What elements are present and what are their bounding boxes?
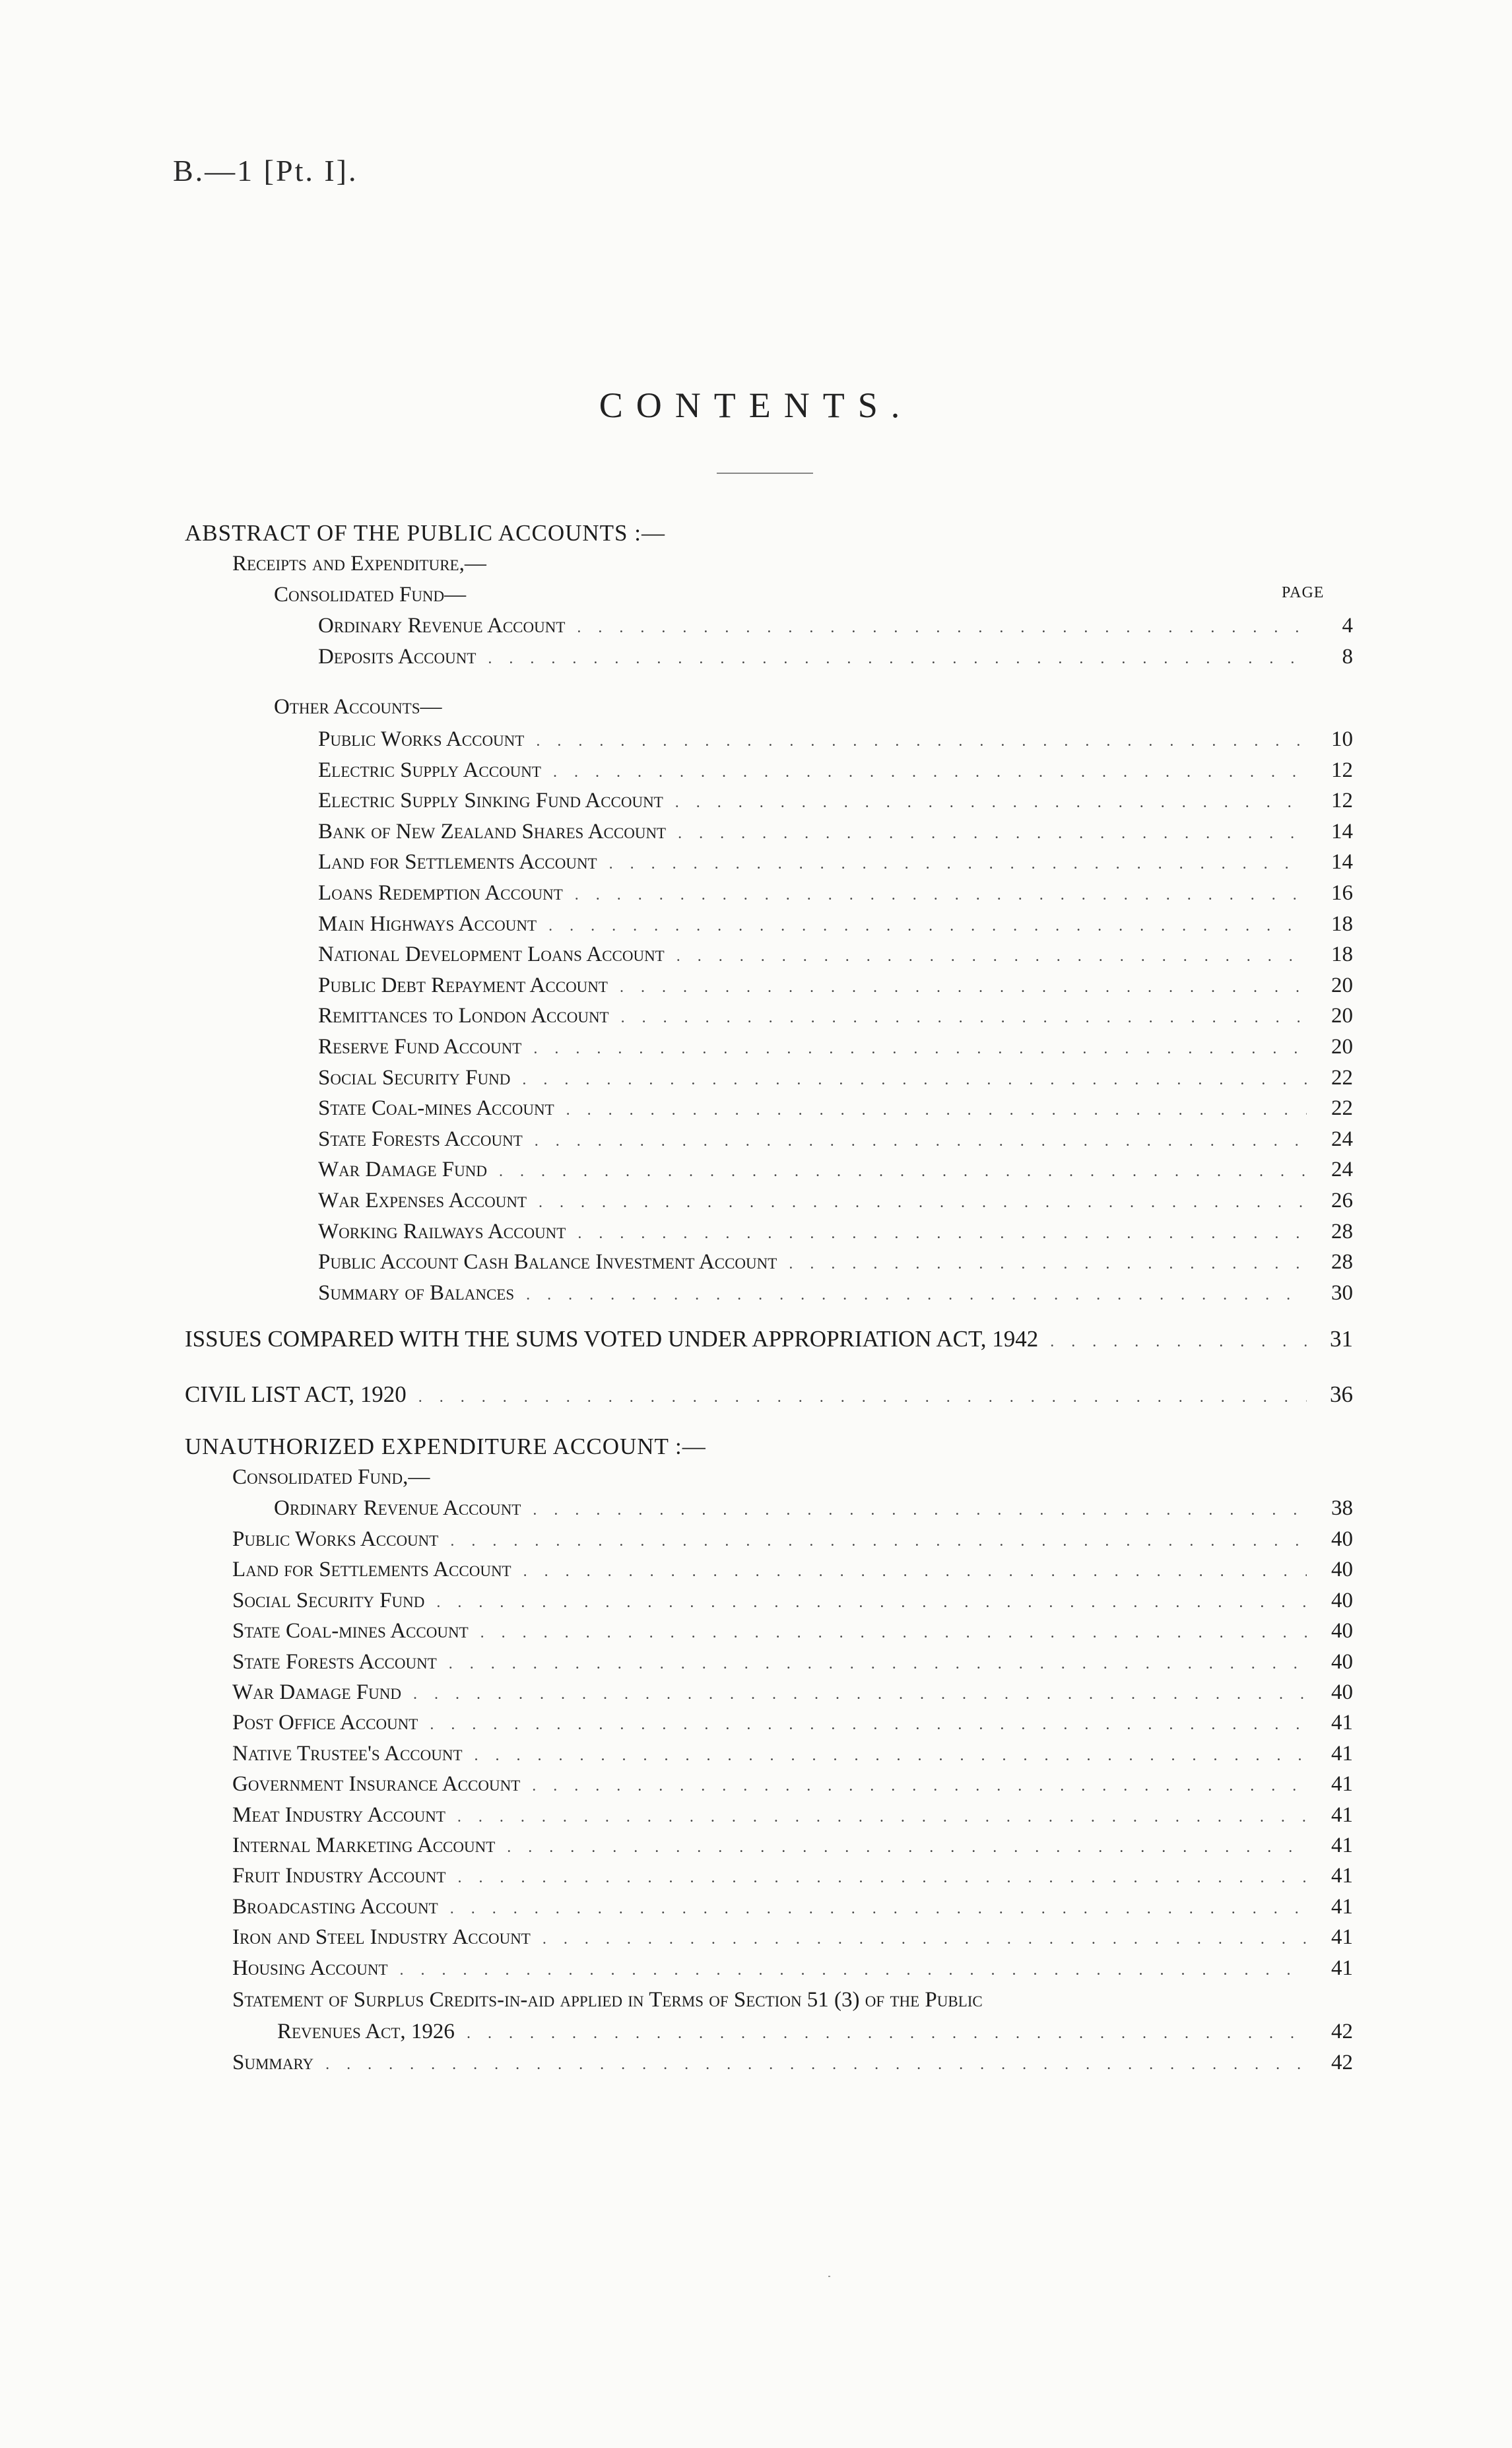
toc-entry-page: 41 (1331, 1864, 1353, 1888)
consolidated-fund-heading: Consolidated Fund— (274, 583, 467, 607)
toc-entry-page: 28 (1331, 1250, 1353, 1274)
dot-leader (1050, 1333, 1307, 1351)
toc-entry-label: National Development Loans Account (318, 943, 665, 967)
toc-entry (318, 1004, 1353, 1028)
toc-entry-label: Housing Account (232, 1956, 388, 1980)
toc-entry (318, 645, 1353, 669)
title-rule (717, 473, 813, 474)
toc-entry-page: 40 (1331, 1680, 1353, 1704)
dot-leader (548, 917, 1307, 935)
toc-entry (232, 1558, 1353, 1582)
toc-entry-label: Iron and Steel Industry Account (232, 1925, 531, 1950)
toc-entry-page: 20 (1331, 1004, 1353, 1028)
toc-entry-label: Working Railways Account (318, 1219, 566, 1243)
toc-entry (232, 1711, 1353, 1735)
toc-entry-page: 40 (1331, 1558, 1353, 1582)
toc-entry-label: Ordinary Revenue Account (274, 1496, 521, 1520)
toc-entry-page: 18 (1331, 911, 1353, 936)
toc-entry-label: Public Works Account (232, 1527, 439, 1551)
toc-entry (318, 1189, 1353, 1213)
toc-entry (232, 1895, 1353, 1919)
toc-entry-label: Ordinary Revenue Account (318, 614, 566, 638)
toc-entry-ordinary-revenue (274, 1496, 1353, 1521)
dot-leader (475, 1747, 1307, 1765)
toc-entry-page: 41 (1331, 1956, 1353, 1980)
toc-entry-label: CIVIL LIST ACT, 1920 (185, 1381, 407, 1407)
toc-entry (318, 1158, 1353, 1182)
dot-leader (789, 1255, 1307, 1273)
toc-entry-page: 14 (1331, 819, 1353, 844)
dot-leader (457, 1869, 1307, 1887)
dot-leader (575, 886, 1307, 904)
dot-leader (675, 794, 1307, 812)
toc-entry (232, 1956, 1353, 1981)
toc-entry-page: 12 (1331, 758, 1353, 782)
toc-entry-page: 41 (1331, 1925, 1353, 1950)
dot-leader (533, 1502, 1307, 1519)
toc-entry-page: 24 (1331, 1127, 1353, 1151)
toc-entry-page: 41 (1331, 1741, 1353, 1766)
other-accounts-heading: Other Accounts— (274, 695, 442, 719)
page-title: CONTENTS. (599, 385, 913, 425)
toc-entry-label: Main Highways Account (318, 911, 537, 936)
toc-entry-page: 18 (1331, 943, 1353, 967)
toc-entry (318, 1220, 1353, 1244)
toc-entry-page: 31 (1330, 1326, 1353, 1352)
toc-entry-civil-list (185, 1381, 1353, 1408)
toc-entry (318, 1127, 1353, 1152)
dot-leader (467, 2025, 1307, 2043)
toc-entry-page: 30 (1331, 1280, 1353, 1305)
dot-leader (533, 1040, 1307, 1058)
toc-entry (232, 1925, 1353, 1950)
toc-entry-page: 12 (1331, 789, 1353, 813)
toc-entry-page: 16 (1331, 881, 1353, 905)
dot-leader (325, 2056, 1307, 2074)
dot-leader (535, 1133, 1307, 1150)
toc-entry-label: Deposits Account (318, 645, 477, 669)
toc-entry-label: Internal Marketing Account (232, 1834, 496, 1857)
toc-entry (318, 1096, 1353, 1121)
toc-entry-label: War Expenses Account (318, 1189, 527, 1212)
toc-entry (232, 1864, 1353, 1888)
toc-entry-label: State Forests Account (318, 1127, 523, 1151)
dot-leader (418, 1389, 1307, 1406)
toc-entry-page: 22 (1331, 1096, 1353, 1121)
toc-entry (232, 1619, 1353, 1643)
dot-leader (536, 733, 1307, 750)
toc-entry-label: Remittances to London Account (318, 1004, 609, 1028)
toc-entry (232, 1527, 1353, 1552)
dot-leader (577, 619, 1307, 637)
toc-entry (232, 1803, 1353, 1828)
toc-entry-label: Reserve Fund Account (318, 1035, 522, 1059)
toc-entry-page: 42 (1331, 2020, 1353, 2043)
document-reference: B.—1 [Pt. I]. (173, 154, 358, 187)
dot-leader (539, 1194, 1307, 1212)
dot-leader (609, 855, 1307, 873)
toc-entry-page: 10 (1331, 727, 1353, 751)
toc-entry-page: 26 (1331, 1189, 1353, 1212)
toc-entry-label: Electric Supply Sinking Fund Account (318, 789, 663, 813)
toc-entry (232, 1742, 1353, 1766)
toc-entry (318, 758, 1353, 783)
toc-entry-page: 4 (1342, 614, 1353, 638)
toc-entry (232, 1589, 1353, 1613)
toc-entry-page: 41 (1331, 1803, 1353, 1827)
statement-line-1: Statement of Surplus Credits-in-aid applied in Terms of Section 51 (3) of the Public (232, 1988, 983, 2012)
toc-entry-label: ISSUES COMPARED WITH THE SUMS VOTED UNDER APPROPRIATION ACT, 1942 (185, 1326, 1039, 1352)
toc-entry-label: Government Insurance Account (232, 1772, 521, 1797)
toc-entry-label: Social Security Fund (232, 1588, 425, 1612)
toc-entry-label: Social Security Fund (318, 1065, 511, 1090)
toc-entry-label: Public Account Cash Balance Investment Account (318, 1250, 777, 1274)
toc-entry-page: 41 (1331, 1894, 1353, 1919)
toc-entry-page: 28 (1331, 1219, 1353, 1243)
dot-leader (430, 1716, 1307, 1734)
toc-entry-issues (185, 1326, 1353, 1352)
unauthorized-consolidated-heading: Consolidated Fund,— (232, 1465, 430, 1489)
dot-leader (507, 1839, 1307, 1857)
receipts-heading: Receipts and Expenditure,— (232, 552, 486, 576)
toc-entry (318, 881, 1353, 906)
dot-leader (413, 1686, 1307, 1704)
toc-entry-page: 42 (1331, 2051, 1353, 2074)
toc-entry (318, 820, 1353, 844)
toc-entry-label: Revenues Act, 1926 (277, 2020, 455, 2043)
toc-entry-page: 41 (1331, 1711, 1353, 1735)
toc-entry-label: War Damage Fund (232, 1680, 401, 1704)
dot-leader (499, 1163, 1307, 1181)
toc-entry (318, 1035, 1353, 1059)
toc-entry-page: 40 (1331, 1588, 1353, 1612)
toc-entry (318, 974, 1353, 998)
dot-leader (436, 1594, 1307, 1612)
toc-entry-page: 41 (1331, 1834, 1353, 1857)
toc-entry-page: 8 (1342, 645, 1353, 669)
dot-leader (577, 1225, 1307, 1243)
toc-entry-label: Native Trustee's Account (232, 1741, 463, 1766)
toc-entry-page: 22 (1331, 1065, 1353, 1090)
toc-entry-page: 24 (1331, 1158, 1353, 1182)
dot-leader (488, 650, 1307, 668)
toc-entry (318, 1066, 1353, 1090)
toc-entry (232, 1834, 1353, 1858)
toc-entry-label: State Coal-mines Account (232, 1619, 469, 1643)
toc-entry (318, 943, 1353, 967)
page-column-label: PAGE (1282, 584, 1325, 601)
toc-entry-label: Fruit Industry Account (232, 1864, 446, 1888)
unauthorized-heading: UNAUTHORIZED EXPENDITURE ACCOUNT :— (185, 1434, 706, 1459)
toc-entry (318, 789, 1353, 813)
toc-entry (318, 912, 1353, 937)
toc-entry-statement (277, 2020, 1353, 2044)
dot-leader (553, 764, 1307, 781)
dot-leader (400, 1962, 1307, 1979)
toc-entry-page: 40 (1331, 1649, 1353, 1674)
toc-entry-label: State Coal-mines Account (318, 1096, 554, 1121)
toc-entry-label: Loans Redemption Account (318, 881, 563, 905)
toc-entry (232, 1772, 1353, 1797)
dot-leader (522, 1071, 1307, 1089)
toc-entry-summary (232, 2051, 1353, 2075)
toc-entry-page: 38 (1331, 1496, 1353, 1520)
toc-entry-label: State Forests Account (232, 1649, 437, 1674)
toc-entry-page: 20 (1331, 973, 1353, 997)
toc-entry-label: Post Office Account (232, 1711, 418, 1735)
abstract-heading: ABSTRACT OF THE PUBLIC ACCOUNTS :— (185, 520, 665, 546)
dot-leader (621, 1009, 1307, 1027)
toc-entry-page: 40 (1331, 1619, 1353, 1643)
dot-leader (542, 1931, 1307, 1948)
dot-leader (480, 1624, 1307, 1642)
toc-entry-label: Meat Industry Account (232, 1803, 445, 1827)
toc-entry-page: 40 (1331, 1527, 1353, 1551)
toc-entry-page: 36 (1330, 1381, 1353, 1407)
toc-entry-label: War Damage Fund (318, 1158, 487, 1182)
toc-entry (318, 850, 1353, 875)
toc-entry-label: Public Works Account (318, 727, 525, 751)
toc-entry (318, 614, 1353, 638)
scan-mark (828, 2276, 830, 2277)
toc-entry-label: Summary (232, 2051, 314, 2074)
toc-entry-label: Land for Settlements Account (232, 1558, 511, 1582)
toc-entry (318, 1281, 1353, 1306)
toc-entry (232, 1680, 1353, 1705)
dot-leader (676, 948, 1307, 966)
toc-entry (232, 1650, 1353, 1674)
dot-leader (523, 1563, 1307, 1581)
dot-leader (449, 1655, 1307, 1673)
dot-leader (450, 1533, 1307, 1550)
dot-leader (450, 1900, 1307, 1918)
toc-entry-page: 14 (1331, 850, 1353, 875)
toc-entry-label: Electric Supply Account (318, 758, 541, 782)
dot-leader (457, 1808, 1307, 1826)
toc-entry (318, 727, 1353, 752)
dot-leader (526, 1286, 1307, 1304)
toc-entry-label: Public Debt Repayment Account (318, 973, 608, 997)
dot-leader (566, 1102, 1307, 1119)
toc-entry (318, 1250, 1353, 1274)
dot-leader (532, 1777, 1307, 1795)
dot-leader (678, 825, 1307, 843)
toc-entry-label: Broadcasting Account (232, 1894, 438, 1919)
toc-entry-label: Bank of New Zealand Shares Account (318, 819, 667, 844)
toc-entry-label: Land for Settlements Account (318, 850, 597, 875)
toc-entry-label: Summary of Balances (318, 1280, 515, 1305)
dot-leader (620, 979, 1307, 997)
toc-entry-page: 20 (1331, 1035, 1353, 1059)
toc-entry-page: 41 (1331, 1772, 1353, 1797)
